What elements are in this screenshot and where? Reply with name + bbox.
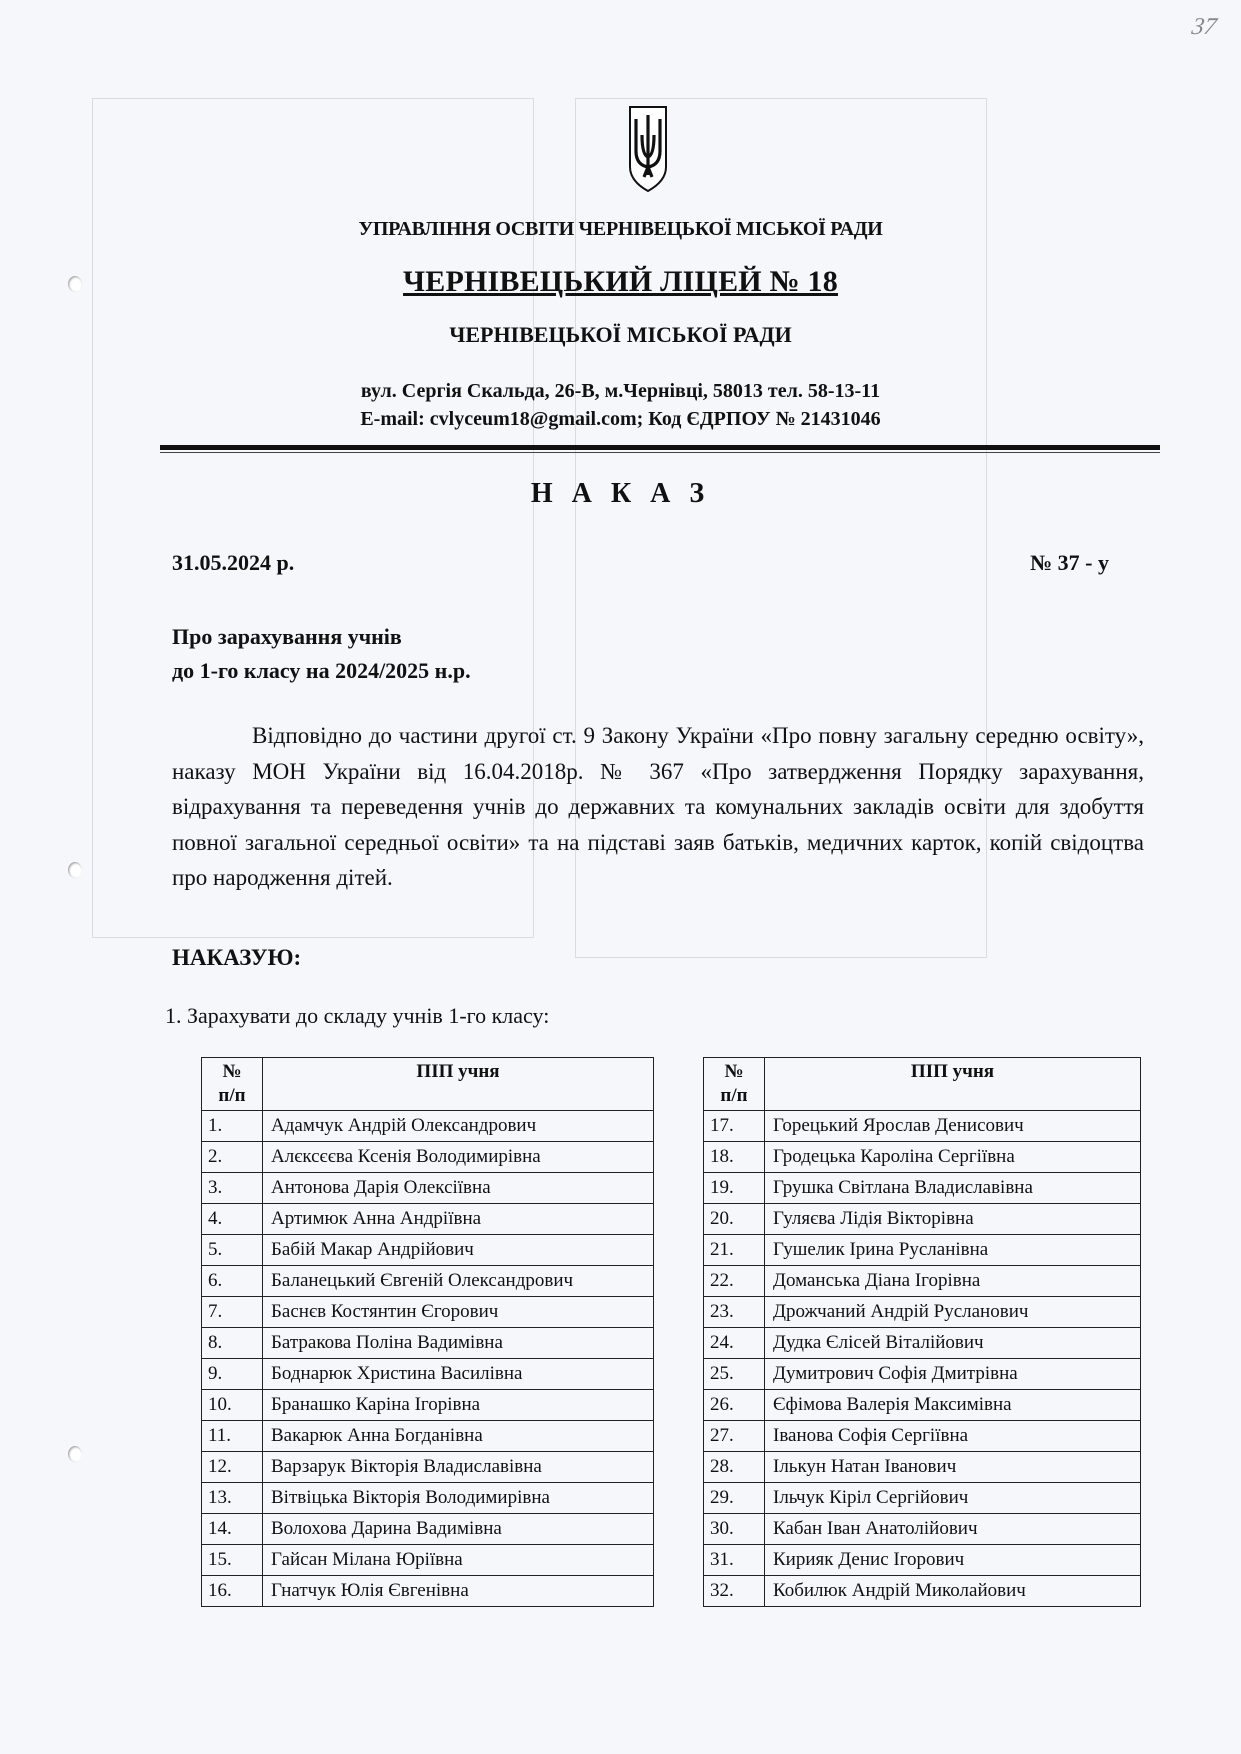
subject-line-1: Про зарахування учнів [172, 624, 402, 649]
student-name: Єфімова Валерія Максимівна [765, 1390, 1141, 1421]
row-number: 15. [202, 1545, 263, 1576]
table-row [202, 1204, 654, 1235]
student-name: Волохова Дарина Вадимівна [263, 1514, 654, 1545]
row-number: 3. [202, 1173, 263, 1204]
student-name: Дудка Єлісей Віталійович [765, 1328, 1141, 1359]
student-name: Вакарюк Анна Богданівна [263, 1421, 654, 1452]
table-row [202, 1297, 654, 1328]
header-divider-thin [160, 452, 1160, 453]
student-name: Вітвіцька Вікторія Володимирівна [263, 1483, 654, 1514]
student-name: Ількун Натан Іванович [765, 1452, 1141, 1483]
row-number: 19. [704, 1173, 765, 1204]
table-row [202, 1328, 654, 1359]
row-number: 9. [202, 1359, 263, 1390]
table-row [704, 1297, 1141, 1328]
table-row [704, 1390, 1141, 1421]
handwritten-page-number: 37 [1189, 14, 1219, 40]
row-number: 31. [704, 1545, 765, 1576]
header-divider-thick [160, 445, 1160, 450]
table-row [202, 1111, 654, 1142]
student-name: Алєксєєва Ксенія Володимирівна [263, 1142, 654, 1173]
table-row [704, 1142, 1141, 1173]
table-row [704, 1483, 1141, 1514]
table-row [704, 1266, 1141, 1297]
row-number: 4. [202, 1204, 263, 1235]
table-row [202, 1266, 654, 1297]
order-date: 31.05.2024 р. [172, 550, 295, 575]
students-table-right [703, 1057, 1141, 1607]
table-row [704, 1452, 1141, 1483]
student-name: Кобилюк Андрій Миколайович [765, 1576, 1141, 1607]
table-row [704, 1514, 1141, 1545]
table-row [704, 1359, 1141, 1390]
student-name: Батракова Поліна Вадимівна [263, 1328, 654, 1359]
row-number: 22. [704, 1266, 765, 1297]
row-number: 18. [704, 1142, 765, 1173]
row-number: 11. [202, 1421, 263, 1452]
table-row [704, 1204, 1141, 1235]
student-name: Бранашко Каріна Ігорівна [263, 1390, 654, 1421]
row-number: 27. [704, 1421, 765, 1452]
table-row [202, 1483, 654, 1514]
table-row [704, 1173, 1141, 1204]
row-number: 5. [202, 1235, 263, 1266]
table-row [202, 1514, 654, 1545]
table-row [202, 1359, 654, 1390]
subject-line-2: до 1-го класу на 2024/2025 н.р. [172, 658, 471, 683]
row-number: 32. [704, 1576, 765, 1607]
student-name: Кирияк Денис Ігорович [765, 1545, 1141, 1576]
order-item-1: 1. Зарахувати до складу учнів 1-го класу: [165, 1003, 550, 1028]
student-name: Кабан Іван Анатолійович [765, 1514, 1141, 1545]
order-subject [172, 620, 471, 688]
row-number: 2. [202, 1142, 263, 1173]
table-row [202, 1235, 654, 1266]
order-label: НАКАЗУЮ: [172, 945, 302, 970]
column-header-number: № п/п [202, 1058, 263, 1111]
student-name: Дрожчаний Андрій Русланович [765, 1297, 1141, 1328]
student-name: Гайсан Мілана Юріївна [263, 1545, 654, 1576]
student-name: Грушка Світлана Владиславівна [765, 1173, 1141, 1204]
row-number: 29. [704, 1483, 765, 1514]
school-address: вул. Сергія Скальда, 26-В, м.Чернівці, 58013 тел. 58-13-11 [360, 380, 881, 402]
table-header-row [202, 1058, 654, 1111]
row-number: 20. [704, 1204, 765, 1235]
table-row [704, 1545, 1141, 1576]
row-number: 21. [704, 1235, 765, 1266]
punch-hole-bottom [68, 1446, 82, 1462]
row-number: 17. [704, 1111, 765, 1142]
student-name: Баланецький Євгеній Олександрович [263, 1266, 654, 1297]
row-number: 16. [202, 1576, 263, 1607]
student-name: Адамчук Андрій Олександрович [263, 1111, 654, 1142]
student-name: Думитрович Софія Дмитрівна [765, 1359, 1141, 1390]
table-row [704, 1235, 1141, 1266]
row-number: 12. [202, 1452, 263, 1483]
table-row [202, 1452, 654, 1483]
trident-emblem-icon [628, 105, 668, 193]
student-name: Гушелик Ірина Русланівна [765, 1235, 1141, 1266]
student-name: Бабій Макар Андрійович [263, 1235, 654, 1266]
table-row [202, 1173, 654, 1204]
student-name: Доманська Діана Ігорівна [765, 1266, 1141, 1297]
document-type-title: Н А К А З [530, 478, 711, 509]
table-row [704, 1111, 1141, 1142]
student-name: Іванова Софія Сергіївна [765, 1421, 1141, 1452]
student-name: Ільчук Кіріл Сергійович [765, 1483, 1141, 1514]
department-name: УПРАВЛІННЯ ОСВІТИ ЧЕРНІВЕЦЬКОЇ МІСЬКОЇ РАДИ [358, 218, 883, 240]
table-row [202, 1390, 654, 1421]
row-number: 1. [202, 1111, 263, 1142]
row-number: 8. [202, 1328, 263, 1359]
column-header-number: № п/п [704, 1058, 765, 1111]
row-number: 13. [202, 1483, 263, 1514]
table-header-row [704, 1058, 1141, 1111]
city-council: ЧЕРНІВЕЦЬКОЇ МІСЬКОЇ РАДИ [449, 322, 792, 347]
student-name: Антонова Дарія Олексіївна [263, 1173, 654, 1204]
row-number: 10. [202, 1390, 263, 1421]
student-name: Боднарюк Христина Василівна [263, 1359, 654, 1390]
students-table-left [201, 1057, 654, 1607]
table-row [202, 1576, 654, 1607]
row-number: 26. [704, 1390, 765, 1421]
row-number: 23. [704, 1297, 765, 1328]
table-row [704, 1421, 1141, 1452]
student-name: Гнатчук Юлія Євгенівна [263, 1576, 654, 1607]
student-name: Баснєв Костянтин Єгорович [263, 1297, 654, 1328]
column-header-name: ПІП учня [765, 1058, 1141, 1111]
row-number: 14. [202, 1514, 263, 1545]
table-row [704, 1576, 1141, 1607]
column-header-name: ПІП учня [263, 1058, 654, 1111]
row-number: 24. [704, 1328, 765, 1359]
student-name: Горецький Ярослав Денисович [765, 1111, 1141, 1142]
table-row [202, 1545, 654, 1576]
punch-hole-middle [68, 862, 82, 878]
table-row [704, 1328, 1141, 1359]
row-number: 7. [202, 1297, 263, 1328]
preamble-paragraph: Відповідно до частини другої ст. 9 Закону України «Про повну загальну середню освіту», наказу МОН України від 16.04.2018р. № 367 «Про затвердження Порядку зарахування, відрахування та переведення учнів до державних та комунальних закладів освіти для здобуття повної загальної середньої освіти» та на підставі заяв батьків, медичних карток, копій свідоцтва про народження дітей. [172, 723, 1144, 890]
student-name: Гуляєва Лідія Вікторівна [765, 1204, 1141, 1235]
row-number: 6. [202, 1266, 263, 1297]
school-name: ЧЕРНІВЕЦЬКИЙ ЛІЦЕЙ № 18 [403, 265, 838, 298]
student-name: Варзарук Вікторія Владиславівна [263, 1452, 654, 1483]
email-and-code: E-mail: cvlyceum18@gmail.com; Код ЄДРПОУ № 21431046 [360, 408, 881, 430]
student-name: Гродецька Кароліна Сергіївна [765, 1142, 1141, 1173]
row-number: 25. [704, 1359, 765, 1390]
table-row [202, 1142, 654, 1173]
row-number: 30. [704, 1514, 765, 1545]
student-name: Артимюк Анна Андріївна [263, 1204, 654, 1235]
row-number: 28. [704, 1452, 765, 1483]
table-row [202, 1421, 654, 1452]
order-number: № 37 - у [1030, 550, 1109, 575]
